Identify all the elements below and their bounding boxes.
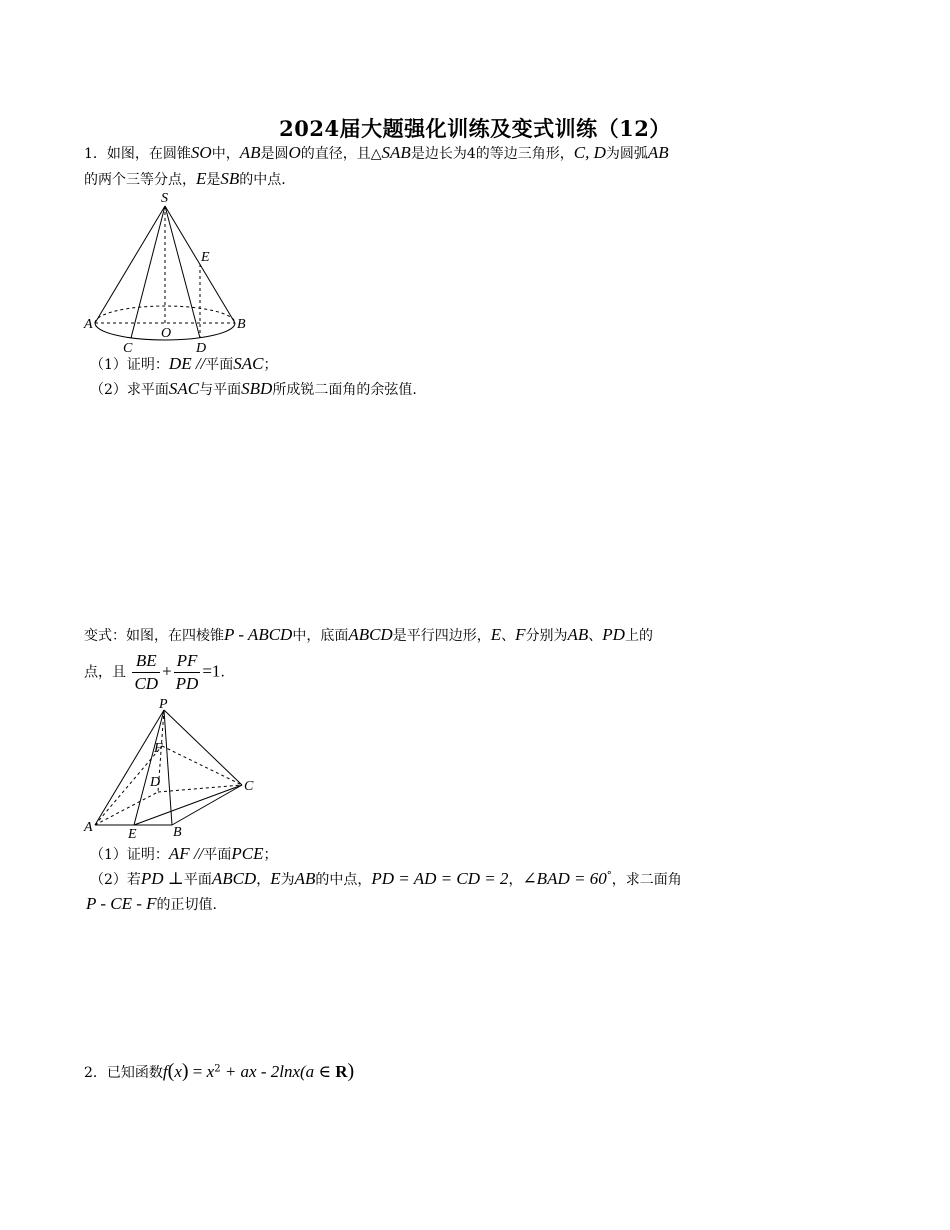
document-title: 2024届大题强化训练及变式训练（12） [279,116,671,141]
q1-math: C, D [573,143,606,162]
var-math: ABCD [211,869,257,888]
label-D: D [150,775,161,790]
edge-DC [158,785,242,792]
variant-part1 [90,844,278,864]
q1-math: SAC [233,354,264,373]
var-text: 的正切值. [156,897,217,913]
label-A: A [84,317,93,332]
var-text: 点，且 [84,664,126,681]
label-C: C [244,779,254,794]
cone-edge-SC [131,206,165,338]
pyramid-figure [80,694,270,844]
q1-stem-line1 [84,143,669,163]
fraction-numerator: PF [174,651,201,673]
var-math: F [515,625,526,644]
variant-stem-line2 [84,651,225,694]
q1-math: AB [239,143,261,162]
q1-text: ； [263,357,278,373]
cone-figure [80,186,260,356]
equals-one: =1 [202,661,221,681]
q2-math: x [174,1062,182,1081]
q1-part2 [90,379,417,399]
degree-sign: ° [606,870,612,882]
q2-paren: ) [181,1060,189,1082]
q2-math: + ax - 2lnx(a ∈ [220,1062,336,1081]
var-math: AB [567,625,589,644]
label-P: P [159,697,168,712]
label-D: D [196,341,207,356]
var-text: 平面 [183,872,212,888]
var-math: E [490,625,502,644]
q1-text: （2）求平面 [90,382,169,398]
var-math: P - ABCD [224,625,293,644]
var-math: AB [294,869,316,888]
segment-FC [162,746,242,785]
q1-text: 平面 [205,357,234,373]
q1-text: 是 [206,172,221,188]
var-text: 上的 [624,628,653,644]
fraction-denominator: CD [134,674,159,693]
q1-text: 为圆弧 [605,146,648,162]
variant-stem-line1 [84,625,653,645]
var-math: PCE [231,844,264,863]
label-B: B [237,317,246,332]
q1-text: 的直径，且△ [300,146,382,162]
q1-text: 与平面 [199,382,242,398]
variant-part2-cont [86,894,217,914]
var-text: 的中点， [315,872,372,888]
q1-math: SB [220,169,240,188]
var-text: . [220,664,225,681]
fraction-PF-PD [174,651,201,694]
edge-PC [164,710,242,785]
q2-real-set: R [335,1062,348,1081]
plus-sign: + [162,661,172,681]
fraction-numerator: BE [132,651,160,673]
label-E: E [128,827,137,842]
edge-PB [164,710,172,825]
q1-math: AB [647,143,669,162]
edge-PA [95,710,164,825]
var-text: （2）若 [90,872,141,888]
label-E: E [201,250,210,265]
fraction-BE-CD [132,651,160,694]
var-text: （1）证明： [90,847,169,863]
q2-math: f [162,1062,168,1081]
var-math: ∠BAD = 60 [522,869,607,888]
q1-math: E [196,169,207,188]
label-S: S [161,191,168,206]
q1-math: SAC [168,379,200,398]
var-text: 变式：如图，在四棱锥 [84,628,224,644]
q1-text: （1）证明： [90,357,169,373]
var-math: PD [602,625,625,644]
edge-EC [134,785,242,825]
q2-math: = [188,1062,207,1081]
var-math: PD ⊥ [140,869,184,888]
var-text: 、 [588,628,603,644]
label-C: C [123,341,133,356]
var-text: ， [508,872,523,888]
q2-text: 2．已知函数 [84,1065,163,1081]
label-F: F [154,741,163,756]
label-A: A [84,820,93,835]
label-B: B [173,825,182,840]
cone-edge-SA [95,206,165,323]
var-text: 、 [501,628,516,644]
q1-text: 所成锐二面角的余弦值. [272,382,417,398]
var-math: E [270,869,281,888]
var-text: ，求二面角 [611,872,682,888]
q1-text: 中， [211,146,240,162]
q1-math: SBD [241,379,273,398]
q1-math: SO [190,143,212,162]
fraction-denominator: PD [175,674,199,693]
q1-math: O [288,143,301,162]
variant-part2 [90,869,682,889]
q2-paren: ( [167,1060,175,1082]
var-text: 中，底面 [292,628,349,644]
var-text: ； [263,847,278,863]
q1-text: 的中点. [239,172,286,188]
q1-math: SAB [381,143,411,162]
var-math: ABCD [348,625,393,644]
var-text: 为 [280,872,295,888]
label-O: O [161,326,172,341]
var-text: ， [256,872,271,888]
edge-PE [134,710,164,825]
q1-math: DE // [168,354,206,373]
var-math: P - CE - F [86,894,157,913]
q1-part1 [90,354,278,374]
q1-text: 是边长为4的等边三角形， [410,146,574,162]
q2-stem [84,1060,354,1083]
q1-text: 的两个三等分点， [84,172,196,188]
var-text: 是平行四边形， [392,628,491,644]
q2-paren: ) [347,1060,355,1082]
var-text: 分别为 [525,628,568,644]
q1-text: 1．如图，在圆锥 [84,146,191,162]
edge-BC [172,785,242,825]
var-text: 平面 [203,847,232,863]
var-math: AF // [168,844,204,863]
q1-text: 是圆 [260,146,289,162]
q2-exponent: 2 [214,1063,221,1075]
var-math: PD = AD = CD = 2 [371,869,509,888]
cone-edge-SD [165,206,200,338]
q2-math: x [206,1062,215,1081]
